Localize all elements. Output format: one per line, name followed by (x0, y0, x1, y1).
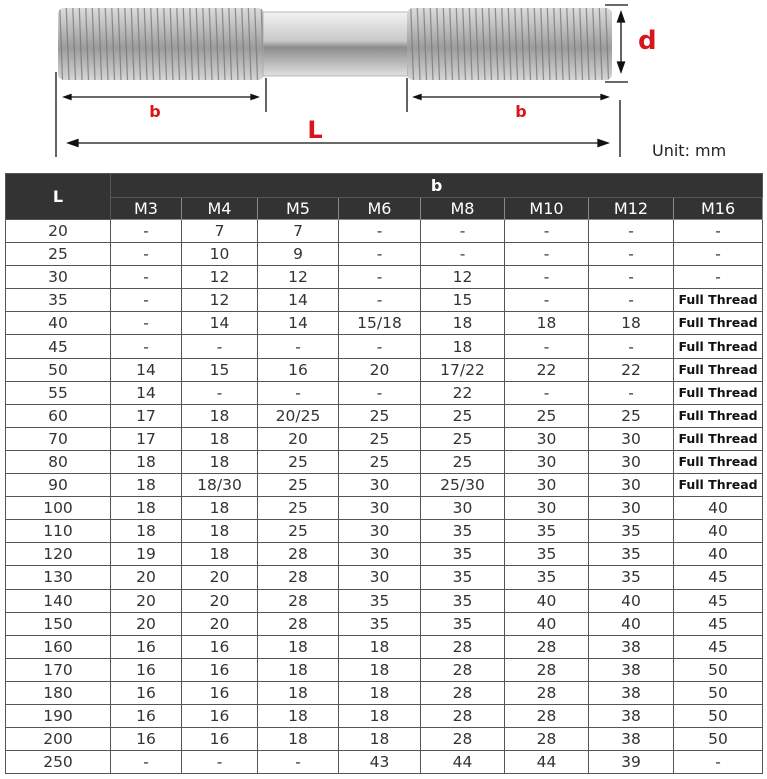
cell-b-m8: 30 (421, 497, 505, 520)
cell-b-m10: - (505, 220, 589, 243)
column-header-m10: M10 (505, 198, 589, 220)
cell-length: 200 (6, 728, 111, 751)
cell-b-m16: 50 (674, 704, 763, 727)
cell-b-m4: 18 (182, 520, 258, 543)
cell-b-m8: 35 (421, 543, 505, 566)
table-row (6, 543, 763, 566)
cell-b-m10: - (505, 289, 589, 312)
cell-b-m16: Full Thread (674, 427, 763, 450)
cell-b-m10: 25 (505, 404, 589, 427)
cell-b-m12: 35 (589, 520, 674, 543)
cell-b-m10: - (505, 266, 589, 289)
cell-b-m12: 30 (589, 497, 674, 520)
column-header-m6: M6 (339, 198, 421, 220)
cell-b-m12: - (589, 289, 674, 312)
cell-b-m12: 22 (589, 358, 674, 381)
table-row (6, 358, 763, 381)
cell-b-m4: 18 (182, 427, 258, 450)
cell-b-m3: 14 (111, 358, 182, 381)
unit-label: Unit: mm (652, 141, 727, 160)
table-row (6, 289, 763, 312)
cell-b-m3: - (111, 751, 182, 774)
cell-b-m5: 18 (258, 728, 339, 751)
cell-b-m8: - (421, 243, 505, 266)
cell-b-m6: 30 (339, 474, 421, 497)
cell-b-m16: Full Thread (674, 404, 763, 427)
cell-b-m5: - (258, 751, 339, 774)
cell-b-m8: 25 (421, 450, 505, 473)
cell-b-m10: 30 (505, 497, 589, 520)
column-header-m5: M5 (258, 198, 339, 220)
cell-b-m4: 7 (182, 220, 258, 243)
cell-b-m3: 20 (111, 612, 182, 635)
cell-b-m3: 16 (111, 704, 182, 727)
cell-b-m6: 30 (339, 543, 421, 566)
cell-b-m5: 25 (258, 474, 339, 497)
column-header-m3: M3 (111, 198, 182, 220)
label-d: d (638, 26, 657, 56)
cell-b-m10: 28 (505, 704, 589, 727)
table-row (6, 635, 763, 658)
table-row (6, 404, 763, 427)
cell-b-m8: 35 (421, 566, 505, 589)
cell-b-m16: Full Thread (674, 358, 763, 381)
table-row (6, 381, 763, 404)
cell-b-m5: 20/25 (258, 404, 339, 427)
cell-b-m10: 35 (505, 543, 589, 566)
cell-b-m8: 25 (421, 427, 505, 450)
cell-b-m5: 28 (258, 612, 339, 635)
cell-b-m3: 19 (111, 543, 182, 566)
cell-b-m16: - (674, 266, 763, 289)
cell-b-m12: - (589, 266, 674, 289)
table-row (6, 589, 763, 612)
cell-b-m4: 18 (182, 404, 258, 427)
cell-b-m10: 30 (505, 474, 589, 497)
table-row (6, 728, 763, 751)
cell-b-m6: 25 (339, 427, 421, 450)
cell-b-m16: Full Thread (674, 289, 763, 312)
cell-length: 170 (6, 658, 111, 681)
cell-b-m4: 16 (182, 728, 258, 751)
cell-b-m10: 35 (505, 520, 589, 543)
cell-b-m10: 28 (505, 635, 589, 658)
cell-b-m10: 30 (505, 450, 589, 473)
cell-b-m12: 40 (589, 589, 674, 612)
cell-b-m4: - (182, 335, 258, 358)
cell-b-m5: 20 (258, 427, 339, 450)
cell-length: 120 (6, 543, 111, 566)
cell-b-m12: - (589, 335, 674, 358)
cell-b-m3: 16 (111, 728, 182, 751)
header-b-group: b (111, 174, 763, 198)
cell-b-m6: - (339, 289, 421, 312)
cell-length: 250 (6, 751, 111, 774)
cell-b-m10: 28 (505, 681, 589, 704)
table-row (6, 450, 763, 473)
cell-b-m16: 40 (674, 543, 763, 566)
cell-b-m16: 45 (674, 566, 763, 589)
cell-b-m3: 18 (111, 474, 182, 497)
cell-b-m6: 20 (339, 358, 421, 381)
cell-b-m3: 17 (111, 427, 182, 450)
cell-b-m12: - (589, 243, 674, 266)
cell-b-m5: - (258, 335, 339, 358)
label-b-left: b (149, 102, 161, 121)
cell-b-m12: 38 (589, 658, 674, 681)
thread-left (58, 8, 264, 80)
table-row (6, 243, 763, 266)
cell-b-m16: Full Thread (674, 381, 763, 404)
cell-b-m10: 22 (505, 358, 589, 381)
table-row (6, 427, 763, 450)
cell-b-m6: 18 (339, 704, 421, 727)
cell-b-m8: 35 (421, 589, 505, 612)
cell-b-m6: 30 (339, 497, 421, 520)
cell-b-m16: 50 (674, 728, 763, 751)
cell-length: 80 (6, 450, 111, 473)
cell-b-m5: 18 (258, 635, 339, 658)
cell-b-m5: 28 (258, 566, 339, 589)
cell-b-m6: 30 (339, 520, 421, 543)
cell-b-m12: 38 (589, 681, 674, 704)
cell-b-m5: 18 (258, 681, 339, 704)
cell-b-m5: 25 (258, 497, 339, 520)
table-row (6, 612, 763, 635)
cell-b-m6: 43 (339, 751, 421, 774)
cell-length: 35 (6, 289, 111, 312)
cell-b-m4: 16 (182, 635, 258, 658)
column-header-m12: M12 (589, 198, 674, 220)
column-header-m4: M4 (182, 198, 258, 220)
table-row (6, 220, 763, 243)
cell-b-m4: 18 (182, 543, 258, 566)
cell-b-m4: 20 (182, 566, 258, 589)
cell-b-m6: 35 (339, 589, 421, 612)
cell-b-m16: Full Thread (674, 450, 763, 473)
cell-b-m6: 30 (339, 566, 421, 589)
cell-length: 140 (6, 589, 111, 612)
cell-b-m5: 7 (258, 220, 339, 243)
cell-b-m6: 25 (339, 450, 421, 473)
cell-b-m6: 18 (339, 681, 421, 704)
cell-b-m8: - (421, 220, 505, 243)
cell-b-m5: - (258, 381, 339, 404)
cell-b-m6: 25 (339, 404, 421, 427)
cell-b-m12: 35 (589, 543, 674, 566)
cell-b-m8: 18 (421, 312, 505, 335)
cell-b-m4: 14 (182, 312, 258, 335)
cell-b-m8: 35 (421, 612, 505, 635)
cell-b-m6: - (339, 266, 421, 289)
stud-bolt-image (58, 8, 612, 80)
cell-b-m3: 20 (111, 589, 182, 612)
cell-b-m4: - (182, 751, 258, 774)
cell-b-m5: 18 (258, 658, 339, 681)
table-row (6, 266, 763, 289)
cell-b-m4: 12 (182, 289, 258, 312)
cell-b-m5: 16 (258, 358, 339, 381)
cell-b-m12: 30 (589, 474, 674, 497)
cell-b-m16: 45 (674, 635, 763, 658)
cell-length: 60 (6, 404, 111, 427)
cell-b-m8: 15 (421, 289, 505, 312)
cell-length: 30 (6, 266, 111, 289)
cell-b-m10: - (505, 381, 589, 404)
shank (263, 12, 408, 76)
cell-b-m8: 22 (421, 381, 505, 404)
cell-b-m16: 45 (674, 589, 763, 612)
cell-b-m5: 14 (258, 289, 339, 312)
cell-b-m6: - (339, 335, 421, 358)
cell-length: 25 (6, 243, 111, 266)
cell-b-m8: 12 (421, 266, 505, 289)
cell-b-m12: - (589, 220, 674, 243)
cell-b-m10: - (505, 335, 589, 358)
cell-b-m3: - (111, 289, 182, 312)
cell-b-m5: 18 (258, 704, 339, 727)
cell-b-m5: 25 (258, 450, 339, 473)
cell-b-m10: 40 (505, 612, 589, 635)
cell-b-m12: 18 (589, 312, 674, 335)
cell-b-m10: 28 (505, 658, 589, 681)
cell-b-m8: 28 (421, 635, 505, 658)
table-row (6, 312, 763, 335)
cell-length: 45 (6, 335, 111, 358)
cell-b-m5: 14 (258, 312, 339, 335)
cell-b-m12: 39 (589, 751, 674, 774)
cell-b-m3: - (111, 312, 182, 335)
cell-b-m6: - (339, 381, 421, 404)
cell-length: 40 (6, 312, 111, 335)
cell-b-m10: 18 (505, 312, 589, 335)
cell-length: 150 (6, 612, 111, 635)
cell-b-m6: 15/18 (339, 312, 421, 335)
cell-b-m4: 10 (182, 243, 258, 266)
cell-b-m16: 50 (674, 681, 763, 704)
cell-b-m3: 16 (111, 658, 182, 681)
cell-b-m4: 20 (182, 612, 258, 635)
cell-b-m10: 35 (505, 566, 589, 589)
cell-b-m4: 15 (182, 358, 258, 381)
cell-b-m16: 40 (674, 520, 763, 543)
table-row (6, 681, 763, 704)
cell-b-m16: 50 (674, 658, 763, 681)
cell-b-m12: 30 (589, 450, 674, 473)
cell-b-m3: 18 (111, 520, 182, 543)
cell-b-m10: - (505, 243, 589, 266)
cell-length: 100 (6, 497, 111, 520)
cell-b-m8: 44 (421, 751, 505, 774)
table-row (6, 658, 763, 681)
table-row (6, 751, 763, 774)
cell-b-m8: 35 (421, 520, 505, 543)
cell-b-m4: 12 (182, 266, 258, 289)
cell-b-m10: 44 (505, 751, 589, 774)
cell-b-m5: 25 (258, 520, 339, 543)
cell-length: 160 (6, 635, 111, 658)
cell-b-m12: 35 (589, 566, 674, 589)
cell-b-m4: 18 (182, 450, 258, 473)
cell-b-m4: 20 (182, 589, 258, 612)
cell-b-m16: 45 (674, 612, 763, 635)
cell-b-m5: 12 (258, 266, 339, 289)
cell-b-m16: - (674, 220, 763, 243)
cell-length: 50 (6, 358, 111, 381)
cell-length: 70 (6, 427, 111, 450)
cell-b-m3: 14 (111, 381, 182, 404)
cell-b-m10: 40 (505, 589, 589, 612)
cell-b-m8: 28 (421, 658, 505, 681)
cell-b-m3: - (111, 335, 182, 358)
cell-b-m16: - (674, 751, 763, 774)
cell-b-m5: 28 (258, 589, 339, 612)
table-row (6, 704, 763, 727)
column-header-m16: M16 (674, 198, 763, 220)
cell-b-m8: 28 (421, 704, 505, 727)
table-row (6, 474, 763, 497)
cell-b-m10: 30 (505, 427, 589, 450)
cell-length: 20 (6, 220, 111, 243)
cell-b-m16: - (674, 243, 763, 266)
cell-b-m16: Full Thread (674, 335, 763, 358)
table-row (6, 566, 763, 589)
cell-b-m4: 16 (182, 658, 258, 681)
dimension-table (5, 173, 763, 774)
cell-b-m4: 18 (182, 497, 258, 520)
cell-b-m3: 17 (111, 404, 182, 427)
cell-b-m6: 18 (339, 728, 421, 751)
table-row (6, 520, 763, 543)
cell-b-m12: - (589, 381, 674, 404)
cell-b-m10: 28 (505, 728, 589, 751)
cell-b-m6: 18 (339, 658, 421, 681)
header-L: L (6, 174, 111, 220)
cell-b-m8: 17/22 (421, 358, 505, 381)
cell-b-m6: - (339, 243, 421, 266)
cell-length: 55 (6, 381, 111, 404)
cell-b-m12: 38 (589, 704, 674, 727)
cell-b-m8: 18 (421, 335, 505, 358)
cell-b-m8: 28 (421, 681, 505, 704)
cell-b-m12: 40 (589, 612, 674, 635)
cell-b-m4: - (182, 381, 258, 404)
cell-b-m12: 30 (589, 427, 674, 450)
cell-length: 90 (6, 474, 111, 497)
column-header-m8: M8 (421, 198, 505, 220)
cell-b-m3: 18 (111, 497, 182, 520)
cell-b-m3: 18 (111, 450, 182, 473)
table-row (6, 497, 763, 520)
cell-b-m5: 9 (258, 243, 339, 266)
cell-b-m8: 25 (421, 404, 505, 427)
label-L: L (307, 116, 323, 144)
cell-b-m12: 38 (589, 635, 674, 658)
cell-b-m16: Full Thread (674, 474, 763, 497)
cell-b-m4: 16 (182, 704, 258, 727)
table-row (6, 335, 763, 358)
cell-length: 190 (6, 704, 111, 727)
cell-b-m8: 28 (421, 728, 505, 751)
cell-b-m3: - (111, 220, 182, 243)
cell-b-m12: 25 (589, 404, 674, 427)
cell-b-m3: 20 (111, 566, 182, 589)
cell-length: 110 (6, 520, 111, 543)
cell-b-m4: 18/30 (182, 474, 258, 497)
cell-length: 130 (6, 566, 111, 589)
cell-b-m6: 18 (339, 635, 421, 658)
cell-b-m6: - (339, 220, 421, 243)
cell-b-m12: 38 (589, 728, 674, 751)
thread-right (407, 8, 612, 80)
cell-b-m5: 28 (258, 543, 339, 566)
cell-b-m3: - (111, 266, 182, 289)
cell-b-m3: 16 (111, 635, 182, 658)
cell-b-m4: 16 (182, 681, 258, 704)
cell-length: 180 (6, 681, 111, 704)
cell-b-m16: 40 (674, 497, 763, 520)
label-b-right: b (515, 102, 527, 121)
cell-b-m6: 35 (339, 612, 421, 635)
cell-b-m8: 25/30 (421, 474, 505, 497)
cell-b-m3: 16 (111, 681, 182, 704)
cell-b-m3: - (111, 243, 182, 266)
cell-b-m16: Full Thread (674, 312, 763, 335)
